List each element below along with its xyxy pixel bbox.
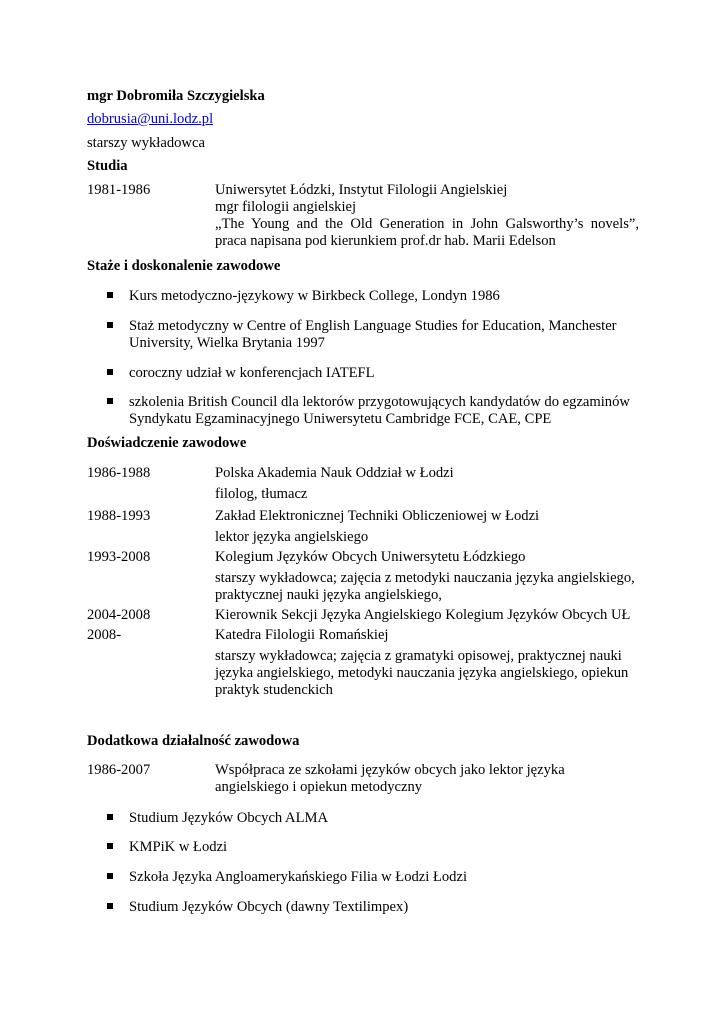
experience-years: 2008- [87,627,122,643]
studia-years: 1981-1986 [87,182,151,198]
experience-years: 1988-1993 [87,508,151,524]
list-item: Szkoła Języka Angloamerykańskiego Filia w Łodzi Łodzi [129,869,468,885]
person-name: mgr Dobromiła Szczygielska [87,88,265,104]
list-item: Staż metodyczny w Centre of English Language Studies for Education, Manchester [129,318,617,334]
bullet-icon [107,814,113,820]
section-heading-studia: Studia [87,158,128,174]
list-item-continuation: Syndykatu Egzaminacyjnego Uniwersytetu Cambridge FCE, CAE, CPE [129,411,552,427]
bullet-icon [107,843,113,849]
experience-line: języka angielskiego, metodyki nauczania języka angielskiego, opiekun [215,665,629,681]
experience-years: 1986-1988 [87,465,151,481]
bullet-icon [107,322,113,328]
experience-line: Katedra Filologii Romańskiej [215,627,389,643]
list-item: coroczny udział w konferencjach IATEFL [129,365,375,381]
section-heading-doswiadczenie: Doświadczenie zawodowe [87,435,247,451]
bullet-icon [107,369,113,375]
bullet-icon [107,398,113,404]
studia-line: Uniwersytet Łódzki, Instytut Filologii Angielskiej [215,182,508,198]
list-item: KMPiK w Łodzi [129,839,228,855]
additional-line: Współpraca ze szkołami języków obcych jako lektor języka [215,762,565,778]
experience-years: 1993-2008 [87,549,151,565]
list-item: Studium Języków Obcych (dawny Textilimpex) [129,899,409,915]
additional-years: 1986-2007 [87,762,151,778]
experience-line: filolog, tłumacz [215,486,308,502]
experience-line: starszy wykładowca; zajęcia z gramatyki opisowej, praktycznej nauki [215,648,622,664]
experience-line: Kierownik Sekcji Języka Angielskiego Kolegium Języków Obcych UŁ [215,607,631,623]
bullet-icon [107,292,113,298]
list-item: Studium Języków Obcych ALMA [129,810,329,826]
additional-line: angielskiego i opiekun metodyczny [215,779,423,795]
studia-line: mgr filologii angielskiej [215,199,357,215]
job-title: starszy wykładowca [87,135,205,151]
studia-line: praca napisana pod kierunkiem prof.dr hab. Marii Edelson [215,233,556,249]
experience-line: lektor języka angielskiego [215,529,369,545]
experience-years: 2004-2008 [87,607,151,623]
list-item-continuation: University, Wielka Brytania 1997 [129,335,325,351]
experience-line: Polska Akademia Nauk Oddział w Łodzi [215,465,454,481]
email-link[interactable]: dobrusia@uni.lodz.pl [87,111,214,127]
list-item: szkolenia British Council dla lektorów przygotowujących kandydatów do egzaminów [129,394,630,410]
bullet-icon [107,873,113,879]
experience-line: praktycznej nauki języka angielskiego, [215,587,442,603]
studia-line: „The Young and the Old Generation in John Galsworthy’s novels”, [215,216,639,232]
experience-line: Zakład Elektronicznej Techniki Obliczeniowej w Łodzi [215,508,540,524]
experience-line: starszy wykładowca; zajęcia z metodyki nauczania języka angielskiego, [215,570,635,586]
experience-line: Kolegium Języków Obcych Uniwersytetu Łódzkiego [215,549,526,565]
experience-line: praktyk studenckich [215,682,333,698]
section-heading-dodatkowa: Dodatkowa działalność zawodowa [87,733,300,749]
section-heading-staze: Staże i doskonalenie zawodowe [87,258,281,274]
bullet-icon [107,903,113,909]
list-item: Kurs metodyczno-językowy w Birkbeck College, Londyn 1986 [129,288,500,304]
